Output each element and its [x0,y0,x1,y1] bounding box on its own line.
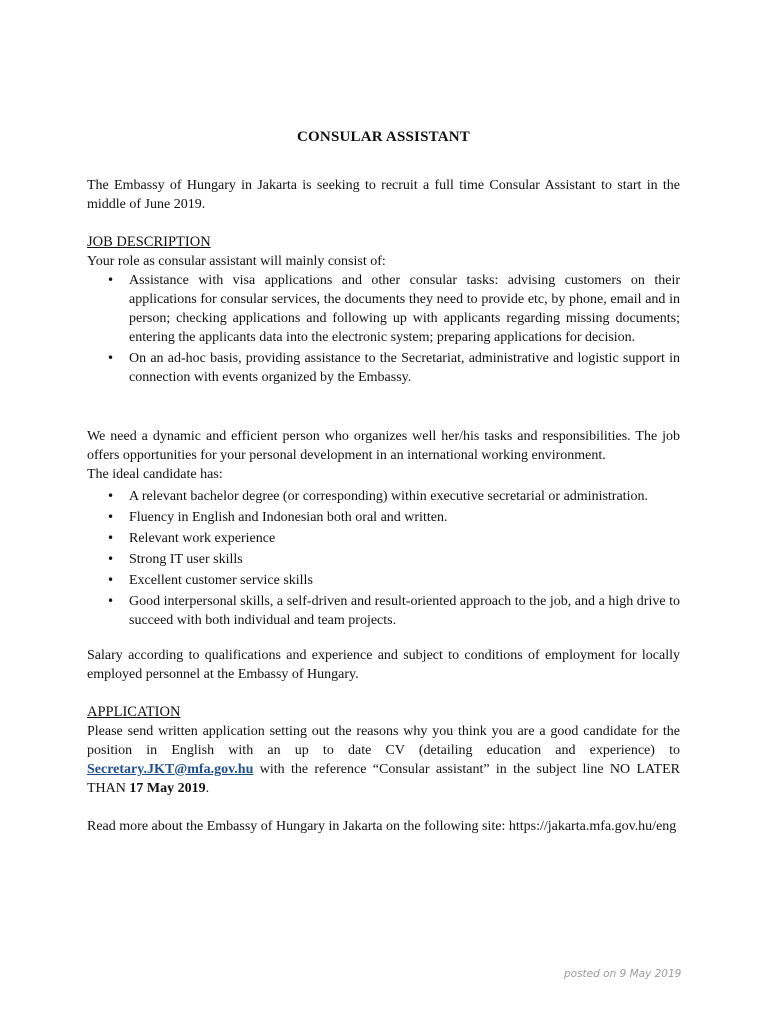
application-section [87,703,680,798]
application-text-before: Please send written application setting out the reasons why you think you are a good candidate for the position in English with an up to date CV (detailing education and experience) to [87,724,680,758]
application-text-middle: with the reference “Consular assistant” in the subject line NO LATER THAN [87,762,680,796]
candidate-list [87,487,680,630]
posted-date-footer: posted on 9 May 2019 [564,968,682,980]
application-text-after: . [205,781,210,796]
job-description-heading: JOB DESCRIPTION [87,234,211,250]
candidate-lead: The ideal candidate has: [87,467,223,482]
application-paragraph [87,722,680,798]
candidate-section [87,427,680,630]
email-link[interactable]: Secretary.JKT@mfa.gov.hu [87,762,254,777]
application-heading: APPLICATION [87,704,181,720]
job-description-item: • On an ad-hoc basis, providing assistance to the Secretariat, administrative and logistic support in connection with events organized by the Embassy. [87,349,680,387]
job-description-lead: Your role as consular assistant will mainly consist of: [87,254,386,269]
candidate-item: • Good interpersonal skills, a self-driven and result-oriented approach to the job, and a high drive to succeed with both individual and team projects. [87,592,680,630]
candidate-paragraph: We need a dynamic and efficient person who organizes well her/his tasks and responsibilities. The job offers opportunities for your personal development in an international working environment. [87,429,680,463]
job-description-item: • Assistance with visa applications and other consular tasks: advising customers on their applications for consular services, the documents they need to provide etc, by phone, email and in person; checking applications and following up with applicants regarding missing documents; entering the applicants data into the electronic system; preparing applications for decision. [87,271,680,347]
candidate-item: • A relevant bachelor degree (or corresponding) within executive secretarial or administration. [87,487,680,506]
job-description-section [87,233,680,389]
document-title: CONSULAR ASSISTANT [297,129,470,145]
application-deadline: 17 May 2019 [129,781,206,796]
intro-paragraph: The Embassy of Hungary in Jakarta is seeking to recruit a full time Consular Assistant to start in the middle of June 2019. [87,178,680,212]
job-description-list [87,271,680,387]
candidate-item: • Fluency in English and Indonesian both oral and written. [87,508,680,527]
candidate-item: • Excellent customer service skills [87,571,680,590]
document-page [87,0,680,1024]
read-more-paragraph: Read more about the Embassy of Hungary in Jakarta on the following site: https://jakarta.mfa.gov.hu/eng [87,819,677,834]
salary-paragraph: Salary according to qualifications and experience and subject to conditions of employment for locally employed personnel at the Embassy of Hungary. [87,648,680,682]
candidate-item: • Relevant work experience [87,529,680,548]
candidate-item: • Strong IT user skills [87,550,680,569]
